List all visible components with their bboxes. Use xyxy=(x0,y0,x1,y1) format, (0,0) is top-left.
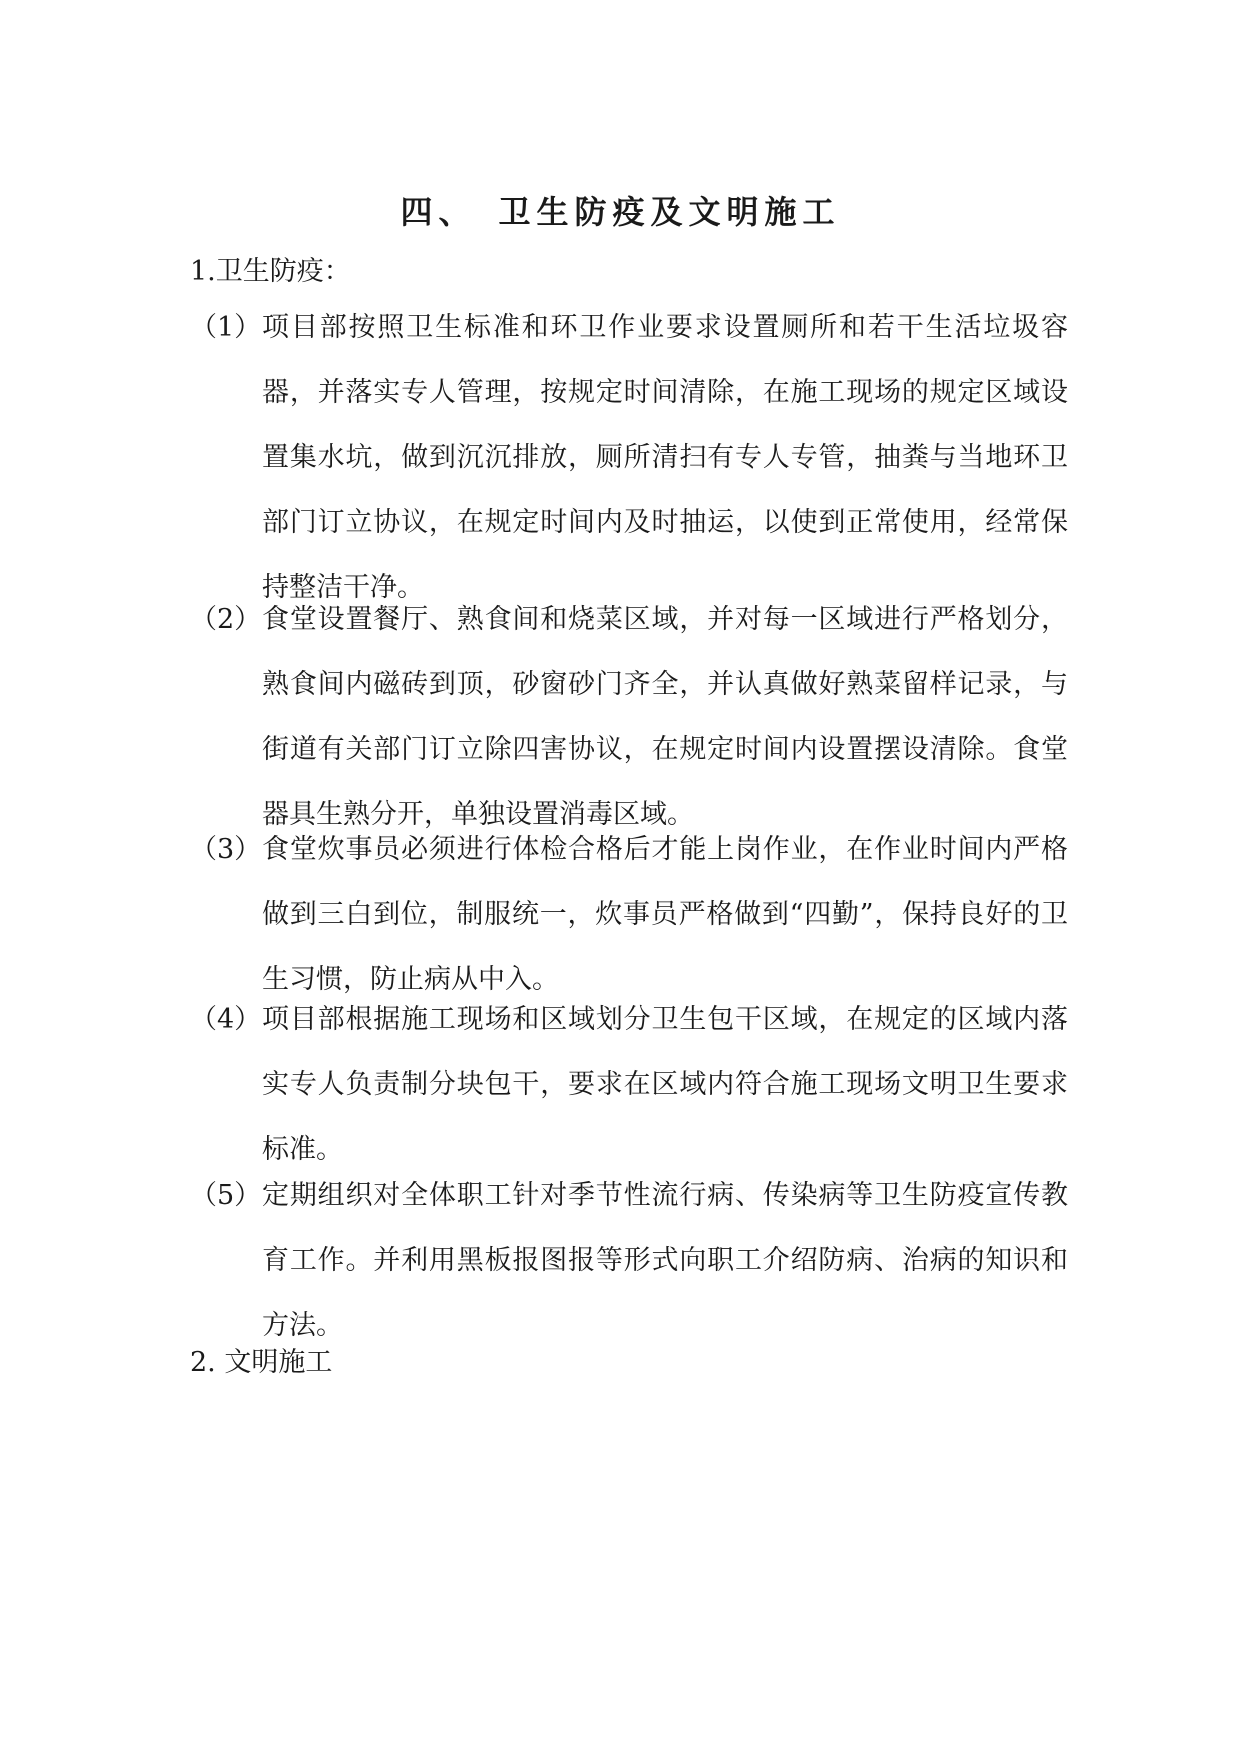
section-heading-civilized-construction: 2. 文明施工 xyxy=(190,1347,333,1378)
list-item-marker: （2） xyxy=(190,604,262,635)
list-item xyxy=(190,587,1070,847)
list-item-text: 食堂炊事员必须进行体检合格后才能上岗作业，在作业时间内严格做到三白到位，制服统一，炊事员严格做到“四勤”，保持良好的卫生习惯，防止病从中入。 xyxy=(262,834,1068,995)
list-item xyxy=(190,295,1070,620)
list-item-text: 项目部根据施工现场和区域划分卫生包干区域，在规定的区域内落实专人负责制分块包干，要求在区域内符合施工现场文明卫生要求标准。 xyxy=(262,1004,1068,1165)
list-item xyxy=(190,817,1070,1012)
list-item-marker: （4） xyxy=(190,1004,262,1035)
list-item-text: 定期组织对全体职工针对季节性流行病、传染病等卫生防疫宣传教育工作。并利用黑板报图报等形式向职工介绍防病、治病的知识和方法。 xyxy=(262,1180,1068,1341)
list-item xyxy=(190,1163,1070,1358)
list-item-marker: （3） xyxy=(190,834,262,865)
list-item-marker: （1） xyxy=(190,312,262,343)
page-title xyxy=(0,188,1241,236)
list-item-text: 食堂设置餐厅、熟食间和烧菜区域，并对每一区域进行严格划分，熟食间内磁砖到顶，砂窗砂门齐全，并认真做好熟菜留样记录，与街道有关部门订立除四害协议，在规定时间内设置摆设清除。食堂器具生熟分开，单独设置消毒区域。 xyxy=(262,604,1068,830)
list-item-marker: （5） xyxy=(190,1180,262,1211)
title-text: 卫生防疫及文明施工 xyxy=(498,193,841,231)
list-item-text: 项目部按照卫生标准和环卫作业要求设置厕所和若干生活垃圾容器，并落实专人管理，按规定时间清除，在施工现场的规定区域设置集水坑，做到沉沉排放，厕所清扫有专人专管，抽粪与当地环卫部门订立协议，在规定时间内及时抽运，以使到正常使用，经常保持整洁干净。 xyxy=(262,312,1068,603)
title-number: 四、 xyxy=(400,193,477,231)
list-item xyxy=(190,987,1070,1182)
section-heading-hygiene: 1.卫生防疫： xyxy=(190,256,351,287)
